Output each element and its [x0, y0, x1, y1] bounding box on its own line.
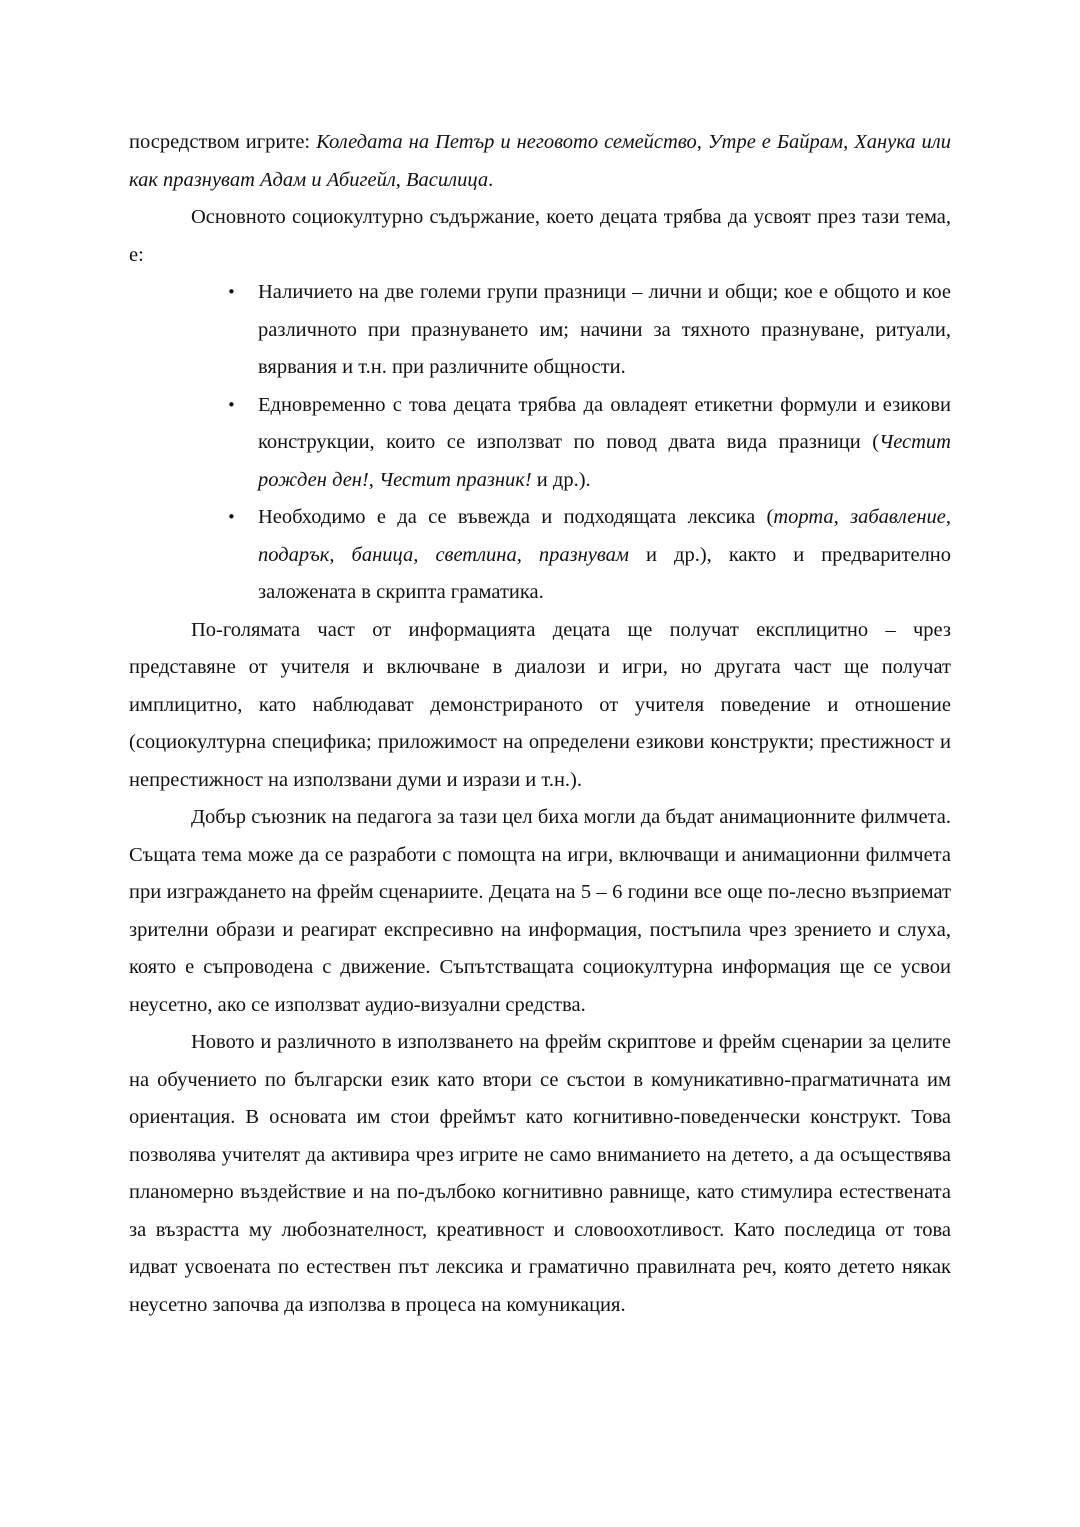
bullet-item-lexicon: • Необходимо е да се въвежда и подходящата лексика (торта, забавление, подарък, баница, светлина, празнувам и др.), както и предварително заложената в скрипта граматика.	[258, 499, 951, 612]
content-bullet-list	[129, 274, 951, 612]
paragraph-explicit-implicit: По-голямата част от информацията децата ще получат експлицитно – чрез представяне от учителя и включване в диалози и игри, но другата част ще получат имплицитно, като наблюдават демонстрираното от учителя поведение и отношение (социокултурна специфика; приложимост на определени езикови конструкти; престижност и непрестижност на използвани думи и изрази и т.н.).	[129, 618, 951, 791]
bullet-icon: •	[227, 395, 236, 414]
bullet-icon: •	[227, 508, 236, 526]
document-page	[129, 124, 951, 1324]
paragraph-animated-films: Добър съюзник на педагога за тази цел биха могли да бъдат анимационните филмчета. Същата тема може да се разработи с помощта на игри, включващи и анимационни филмчета при изграждането на фрейм сценариите. Децата на 5 – 6 години все още по-лесно възприемат зрителни образи и реагират експресивно на информация, постъпила чрез зрението и слуха, която е съпроводена с движение. Съпътстващата социокултурна информация ще се усвои неусетно, ако се използват аудио-визуални средства.	[129, 806, 951, 1016]
bullet-item-etiquette-formulas: • Едновременно с това децата трябва да овладеят етикетни формули и езикови конструкции, които се използват по повод двата вида празници (Честит рожден ден!, Честит празник! и др.).	[258, 387, 951, 500]
bullet-icon: •	[227, 283, 236, 301]
paragraph-games-list: посредством игрите: Коледата на Петър и неговото семейство, Утре е Байрам, Ханука или как празнуват Адам и Абигейл, Василица.	[129, 131, 951, 191]
bullet-item-holiday-groups: • Наличието на две големи групи празници – лични и общи; кое е общото и кое различното при празнуването им; начини за тяхното празнуване, ритуали, вярвания и т.н. при различните общности.	[258, 274, 951, 387]
paragraph-content-intro: Основното социокултурно съдържание, което децата трябва да усвоят през тази тема, е:	[129, 206, 951, 266]
paragraph-frame-scripts: Новото и различното в използването на фрейм скриптове и фрейм сценарии за целите на обучението по български език като втори се състои в комуникативно-прагматичната им ориентация. В основата им стои фреймът като когнитивно-поведенчески конструкт. Това позволява учителят да активира чрез игрите не само вниманието на детето, а да осъществява планомерно въздействие и на по-дълбоко когнитивно равнище, като стимулира естествената за възрастта му любознателност, креативност и словоохотливост. Като последица от това идват усвоената по естествен път лексика и граматично правилната реч, която детето някак неусетно започва да използва в процеса на комуникация.	[129, 1031, 951, 1316]
